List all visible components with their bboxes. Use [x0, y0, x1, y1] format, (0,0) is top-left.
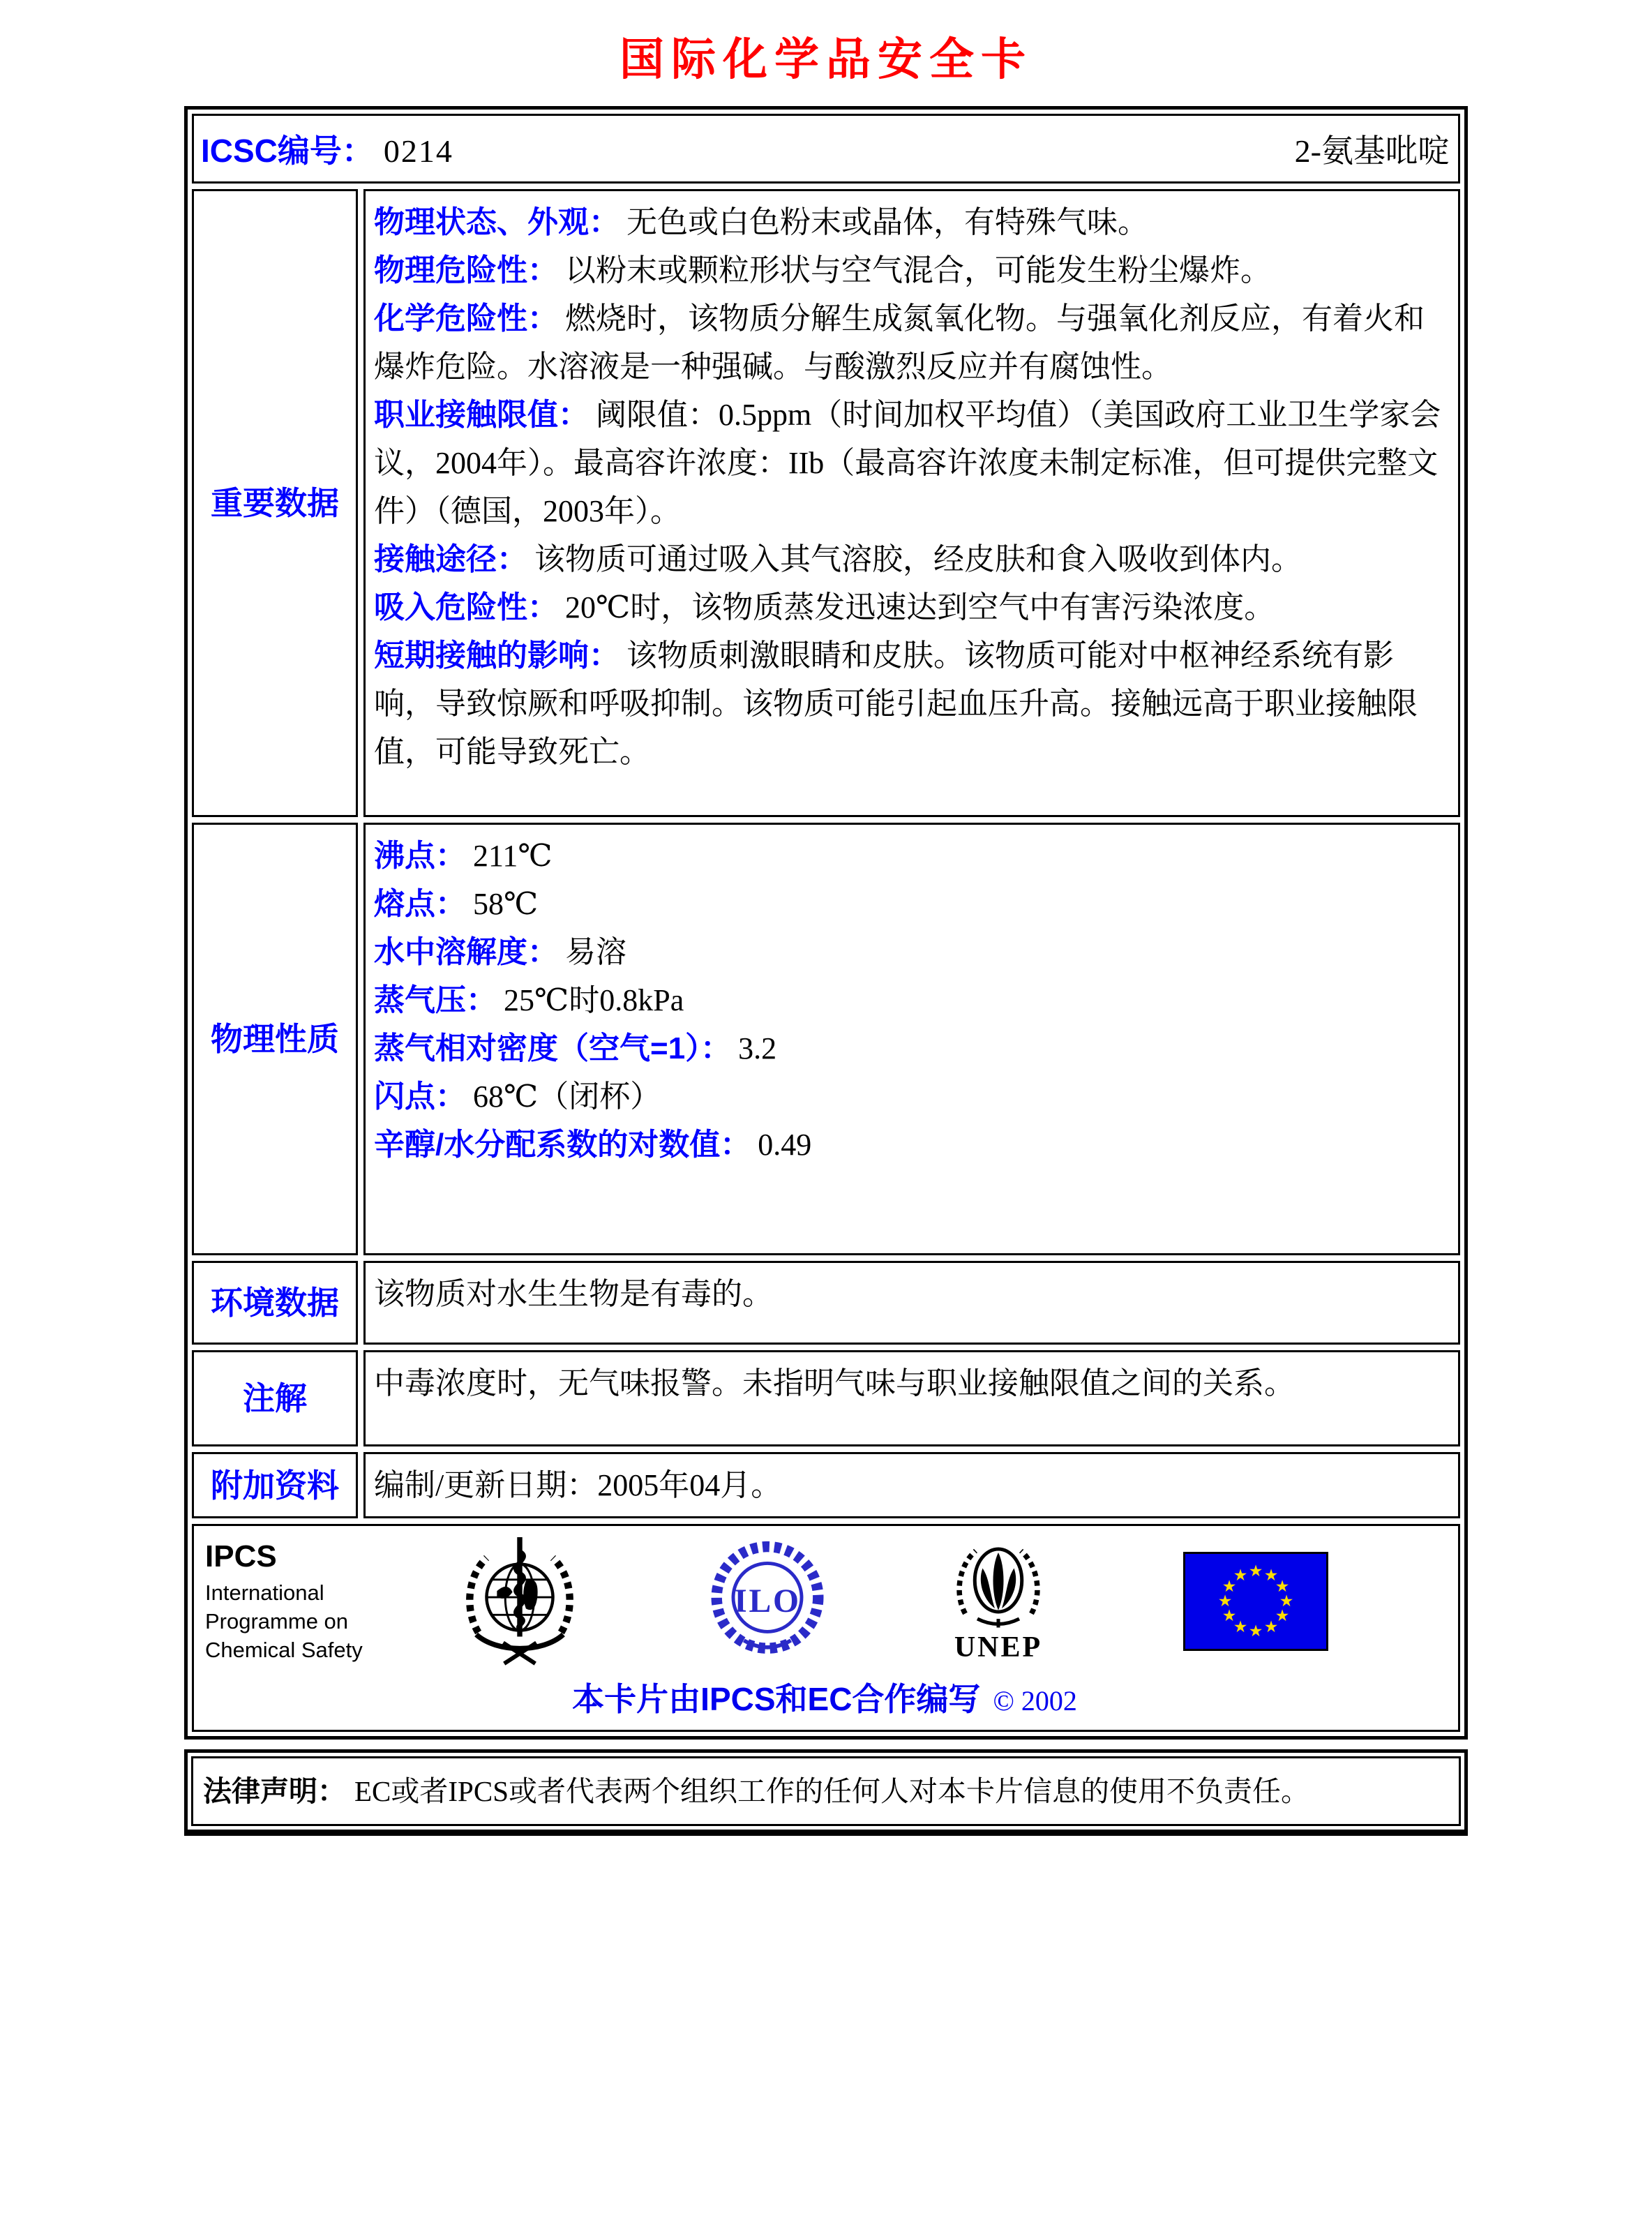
property-value: 25℃时0.8kPa [504, 983, 684, 1017]
property-entry [374, 631, 1447, 776]
legal-label: 法律声明： [203, 1775, 346, 1807]
icsc-number-value: 0214 [383, 133, 453, 169]
additional-info-row [192, 1452, 1460, 1518]
svg-text:★: ★ [1263, 1618, 1279, 1636]
property-text: 以粉末或颗粒形状与空气混合，可能发生粉尘爆炸。 [565, 253, 1271, 287]
property-label: 吸入危险性： [374, 590, 558, 625]
legal-content [191, 1756, 1461, 1826]
footer-logos [192, 1524, 1460, 1732]
page-title: 国际化学品安全卡 [620, 35, 1032, 84]
ipcs-line: Programme on [205, 1608, 349, 1633]
row-label-text: 注解 [243, 1380, 307, 1416]
svg-text:★: ★ [1279, 1592, 1294, 1610]
property-entry [374, 294, 1447, 391]
property-value: 58℃ [473, 887, 539, 921]
footer-logos-row [192, 1524, 1460, 1732]
property-entry [374, 1024, 1447, 1072]
svg-text:★: ★ [1222, 1578, 1237, 1596]
property-value: 68℃（闭杯） [473, 1079, 661, 1114]
footer-caption [205, 1674, 1444, 1720]
unep-label: UNEP [954, 1631, 1043, 1663]
icsc-card [184, 106, 1468, 1740]
property-text: 20℃时，该物质蒸发迅速达到空气中有害污染浓度。 [565, 590, 1275, 625]
property-entry [374, 832, 1447, 880]
chemical-name: 2-氨基吡啶 [1294, 133, 1450, 169]
property-label: 职业接触限值： [374, 398, 589, 432]
additional-info-content [363, 1452, 1460, 1518]
property-entry [374, 535, 1447, 583]
section-text: 该物质对水生生物是有毒的。 [374, 1277, 773, 1311]
property-text: 该物质可通过吸入其气溶胶，经皮肤和食入吸收到体内。 [534, 542, 1302, 576]
property-label: 物理状态、外观： [374, 205, 620, 239]
svg-text:★: ★ [1263, 1566, 1279, 1585]
property-text: 阈限值：0.5ppm（时间加权平均值）（美国政府工业卫生学家会议，2004年）。最高容许浓度：IIb（最高容许浓度未制定标准，但可提供完整文件）（德国，2003年）。 [374, 398, 1441, 528]
property-label: 熔点： [374, 887, 466, 921]
property-value: 0.49 [758, 1128, 812, 1162]
legal-box [184, 1749, 1468, 1836]
notes-content [363, 1350, 1460, 1446]
property-entry [374, 880, 1447, 928]
property-value: 3.2 [738, 1031, 777, 1065]
row-label-text: 环境数据 [211, 1285, 339, 1321]
row-label-environmental-data [192, 1261, 358, 1345]
caption-text: 本卡片由IPCS和EC合作编写 [572, 1681, 981, 1717]
row-label-text: 附加资料 [211, 1467, 339, 1504]
property-value: 211℃ [473, 839, 553, 873]
svg-text:★: ★ [1222, 1607, 1237, 1625]
property-entry [374, 246, 1447, 294]
icsc-number-group [201, 126, 453, 172]
svg-text:★: ★ [1233, 1618, 1248, 1636]
property-text: 无色或白色粉末或晶体，有特殊气味。 [626, 205, 1148, 239]
ipcs-line: Chemical Safety [205, 1637, 363, 1662]
property-entry [374, 928, 1447, 976]
property-label: 辛醇/水分配系数的对数值： [374, 1128, 751, 1162]
property-label: 短期接触的影响： [374, 638, 620, 673]
property-label: 水中溶解度： [374, 935, 558, 969]
property-entry [374, 583, 1447, 631]
notes-row [192, 1350, 1460, 1446]
property-label: 蒸气相对密度（空气=1）： [374, 1031, 732, 1065]
caption-copyright: © 2002 [993, 1685, 1077, 1717]
property-value: 易溶 [565, 935, 626, 969]
svg-text:★: ★ [1275, 1578, 1290, 1596]
who-logo-icon [455, 1533, 585, 1670]
svg-text:ILO: ILO [734, 1583, 801, 1620]
property-label: 闪点： [374, 1079, 466, 1114]
row-label-text: 重要数据 [211, 485, 339, 521]
ipcs-block [205, 1539, 380, 1664]
environmental-data-row [192, 1261, 1460, 1345]
property-entry [374, 391, 1447, 535]
property-text: 燃烧时，该物质分解生成氮氧化物。与强氧化剂反应，有着火和爆炸危险。水溶液是一种强碱。与酸激烈反应并有腐蚀性。 [374, 301, 1425, 384]
physical-properties-content [363, 823, 1460, 1255]
svg-text:★: ★ [1275, 1607, 1290, 1625]
property-entry [374, 1072, 1447, 1121]
logos-band [205, 1533, 1444, 1670]
svg-text:★: ★ [1217, 1592, 1233, 1610]
header-row [192, 114, 1460, 184]
card-header [192, 114, 1460, 184]
eu-flag-icon [1183, 1552, 1328, 1651]
unep-logo-icon [946, 1539, 1051, 1664]
svg-text:★: ★ [1248, 1562, 1263, 1580]
row-label-text: 物理性质 [211, 1021, 339, 1057]
row-label-physical-properties [192, 823, 358, 1255]
property-entry [374, 198, 1447, 246]
property-label: 蒸气压： [374, 983, 497, 1017]
ilo-logo-icon [709, 1533, 826, 1670]
property-text: 该物质刺激眼睛和皮肤。该物质可能对中枢神经系统有影响，导致惊厥和呼吸抑制。该物质可能引起血压升高。接触远高于职业接触限值，可能导致死亡。 [374, 638, 1418, 769]
row-label-notes [192, 1350, 358, 1446]
icsc-number-label: ICSC编号： [201, 133, 374, 169]
row-label-important-data [192, 189, 358, 817]
property-label: 沸点： [374, 839, 466, 873]
legal-text: EC或者IPCS或者代表两个组织工作的任何人对本卡片信息的使用不负责任。 [354, 1775, 1309, 1807]
section-text: 编制/更新日期：2005年04月。 [374, 1468, 782, 1502]
svg-text:★: ★ [1248, 1622, 1263, 1640]
physical-properties-row [192, 823, 1460, 1255]
row-label-additional-info [192, 1452, 358, 1518]
section-text: 中毒浓度时，无气味报警。未指明气味与职业接触限值之间的关系。 [374, 1366, 1295, 1400]
ipcs-acronym: IPCS [205, 1539, 277, 1573]
ipcs-line: International [205, 1580, 324, 1605]
important-data-content [363, 189, 1460, 817]
svg-text:★: ★ [1233, 1566, 1248, 1585]
property-entry [374, 1121, 1447, 1169]
property-label: 接触途径： [374, 542, 527, 576]
property-entry [374, 976, 1447, 1024]
property-label: 化学危险性： [374, 301, 558, 336]
important-data-row [192, 189, 1460, 817]
environmental-data-content [363, 1261, 1460, 1345]
property-label: 物理危险性： [374, 253, 558, 287]
